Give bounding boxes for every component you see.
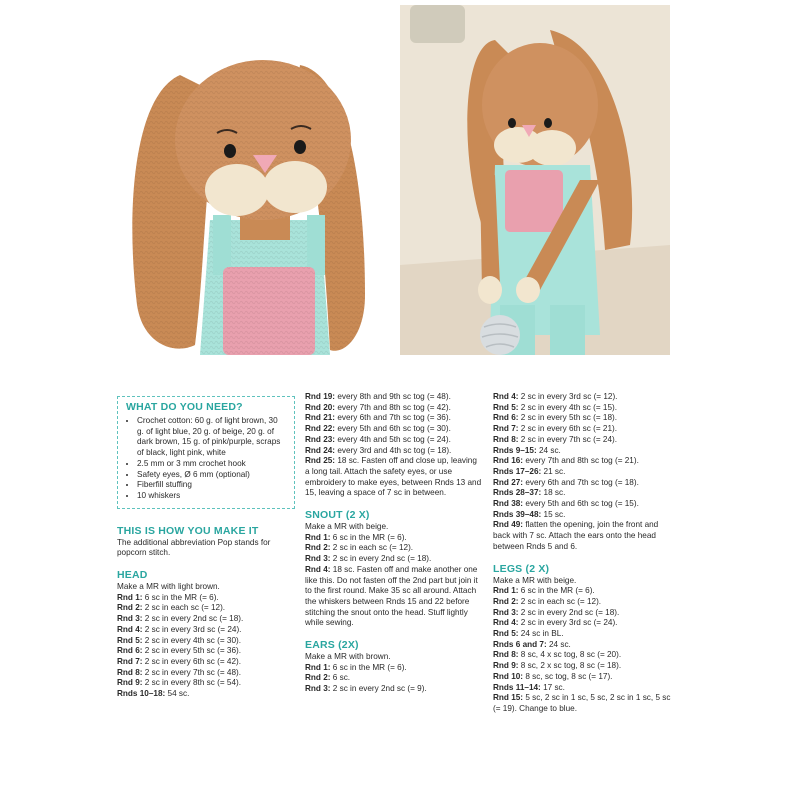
needs-item: • 10 whiskers	[137, 491, 286, 502]
round-line: Rnds 9–15: 24 sc.	[493, 445, 561, 455]
head-intro: Make a MR with light brown.	[117, 582, 220, 592]
column-1	[117, 392, 295, 700]
round-line: Rnd 7: 2 sc in every 6th sc (= 42).	[117, 656, 242, 666]
round-line: Rnd 2: 6 sc.	[305, 673, 351, 683]
round-line: Rnd 2: 2 sc in each sc (= 12).	[117, 603, 226, 613]
photo-bunny-standing	[400, 5, 670, 355]
round-line: Rnd 6: 2 sc in every 5th sc (= 18).	[493, 413, 618, 423]
round-line: Rnd 3: 2 sc in every 2nd sc (= 18).	[493, 607, 620, 617]
round-line: Rnd 1: 6 sc in the MR (= 6).	[305, 662, 407, 672]
round-line: Rnd 3: 2 sc in every 2nd sc (= 18).	[305, 554, 432, 564]
round-line: Rnd 16: every 7th and 8th sc tog (= 21).	[493, 456, 639, 466]
needs-item: • Safety eyes, Ø 6 mm (optional)	[137, 470, 286, 481]
round-line: Rnd 4: 2 sc in every 3rd sc (= 24).	[493, 618, 618, 628]
round-paragraph: Rnd 15: 5 sc, 2 sc in 1 sc, 5 sc, 2 sc in 1 sc, 5 sc (= 19). Change to blue.	[493, 693, 671, 713]
round-line: Rnd 8: 2 sc in every 7th sc (= 48).	[117, 667, 242, 677]
round-line: Rnd 22: every 5th and 6th sc tog (= 30).	[305, 424, 451, 434]
legs-intro: Make a MR with beige.	[493, 575, 577, 585]
needs-title: WHAT DO YOU NEED?	[126, 401, 243, 413]
column-3	[493, 392, 671, 715]
needs-item: • Crochet cotton: 60 g. of light brown, 30 g. of light blue, 20 g. of beige, 20 g. of dark brown, 15 g. of pink/purple, scraps of black, light pink, white	[137, 416, 286, 459]
column-2	[305, 392, 483, 695]
round-line: Rnd 20: every 7th and 8th sc tog (= 42).	[305, 402, 451, 412]
round-line: Rnd 3: 2 sc in every 2nd sc (= 9).	[305, 684, 427, 694]
round-line: Rnd 21: every 6th and 7th sc tog (= 36).	[305, 413, 451, 423]
round-line: Rnds 28–37: 18 sc.	[493, 488, 566, 498]
round-line: Rnd 23: every 4th and 5th sc tog (= 24).	[305, 434, 451, 444]
snout-intro: Make a MR with beige.	[305, 522, 389, 532]
round-line: Rnd 6: 2 sc in every 5th sc (= 36).	[117, 646, 242, 656]
round-line: Rnd 24: every 3rd and 4th sc tog (= 18).	[305, 445, 452, 455]
round-line: Rnd 4: 2 sc in every 3rd sc (= 12).	[493, 392, 618, 401]
round-line: Rnds 17–26: 21 sc.	[493, 466, 566, 476]
head-title: HEAD	[117, 569, 148, 582]
ears-intro: Make a MR with brown.	[305, 652, 391, 662]
round-line: Rnd 1: 6 sc in the MR (= 6).	[493, 586, 595, 596]
round-line: Rnd 19: every 8th and 9th sc tog (= 48).	[305, 392, 451, 401]
round-line: Rnds 6 and 7: 24 sc.	[493, 639, 571, 649]
snout-title: SNOUT (2 X)	[305, 509, 370, 522]
round-line: Rnd 4: 2 sc in every 3rd sc (= 24).	[117, 624, 242, 634]
round-line: Rnds 10–18: 54 sc.	[117, 689, 190, 699]
howto-title: THIS IS HOW YOU MAKE IT	[117, 524, 259, 537]
needs-item: • Fiberfill stuffing	[137, 480, 286, 491]
round-line: Rnd 9: 8 sc, 2 x sc tog, 8 sc (= 18).	[493, 661, 622, 671]
howto-intro: The additional abbreviation Pop stands for popcorn stitch.	[117, 537, 271, 558]
round-line: Rnd 38: every 5th and 6th sc tog (= 15).	[493, 499, 639, 509]
photo-bunny-closeup	[125, 5, 375, 355]
needs-item: • 2.5 mm or 3 mm crochet hook	[137, 459, 286, 470]
round-line: Rnd 8: 2 sc in every 7th sc (= 24).	[493, 434, 618, 444]
round-line: Rnds 11–14: 17 sc.	[493, 682, 565, 692]
what-do-you-need-box	[117, 396, 295, 509]
round-line: Rnds 39–48: 15 sc.	[493, 509, 566, 519]
round-line: Rnd 9: 2 sc in every 8th sc (= 54).	[117, 678, 242, 688]
round-line: Rnd 3: 2 sc in every 2nd sc (= 18).	[117, 614, 244, 624]
round-line: Rnd 2: 2 sc in each sc (= 12).	[305, 543, 414, 553]
round-line: Rnd 27: every 6th and 7th sc tog (= 18).	[493, 477, 639, 487]
round-line: Rnd 5: 2 sc in every 4th sc (= 15).	[493, 402, 618, 412]
round-line: Rnd 1: 6 sc in the MR (= 6).	[117, 592, 219, 602]
round-line: Rnd 7: 2 sc in every 6th sc (= 21).	[493, 424, 618, 434]
round-paragraph: Rnd 49: flatten the opening, join the front and back with 7 sc. Attach the ears onto the head between Rnds 5 and 6.	[493, 520, 659, 551]
round-line: Rnd 10: 8 sc, sc tog, 8 sc (= 17).	[493, 671, 613, 681]
round-paragraph: Rnd 4: 18 sc. Fasten off and make another one like this. Do not fasten off the 2nd part but join it to the first round. Make 35 sc all around. Attach the whiskers between Rnds 15 and 22 before stitching the snout onto the head. Stuff lightly while sewing.	[305, 564, 478, 628]
round-line: Rnd 1: 6 sc in the MR (= 6).	[305, 532, 407, 542]
legs-title: LEGS (2 X)	[493, 562, 550, 575]
round-paragraph: Rnd 25: 18 sc. Fasten off and close up, leaving a long tail. Attach the safety eyes, or use embroidery to make eyes, between Rnds 13 and 15, leaving a space of 7 sc in between.	[305, 456, 482, 498]
round-line: Rnd 8: 8 sc, 4 x sc tog, 8 sc (= 20).	[493, 650, 622, 660]
ears-title: EARS (2X)	[305, 639, 359, 652]
round-line: Rnd 2: 2 sc in each sc (= 12).	[493, 596, 602, 606]
round-line: Rnd 5: 2 sc in every 4th sc (= 30).	[117, 635, 242, 645]
round-line: Rnd 5: 24 sc in BL.	[493, 629, 564, 639]
needs-list	[126, 416, 286, 502]
